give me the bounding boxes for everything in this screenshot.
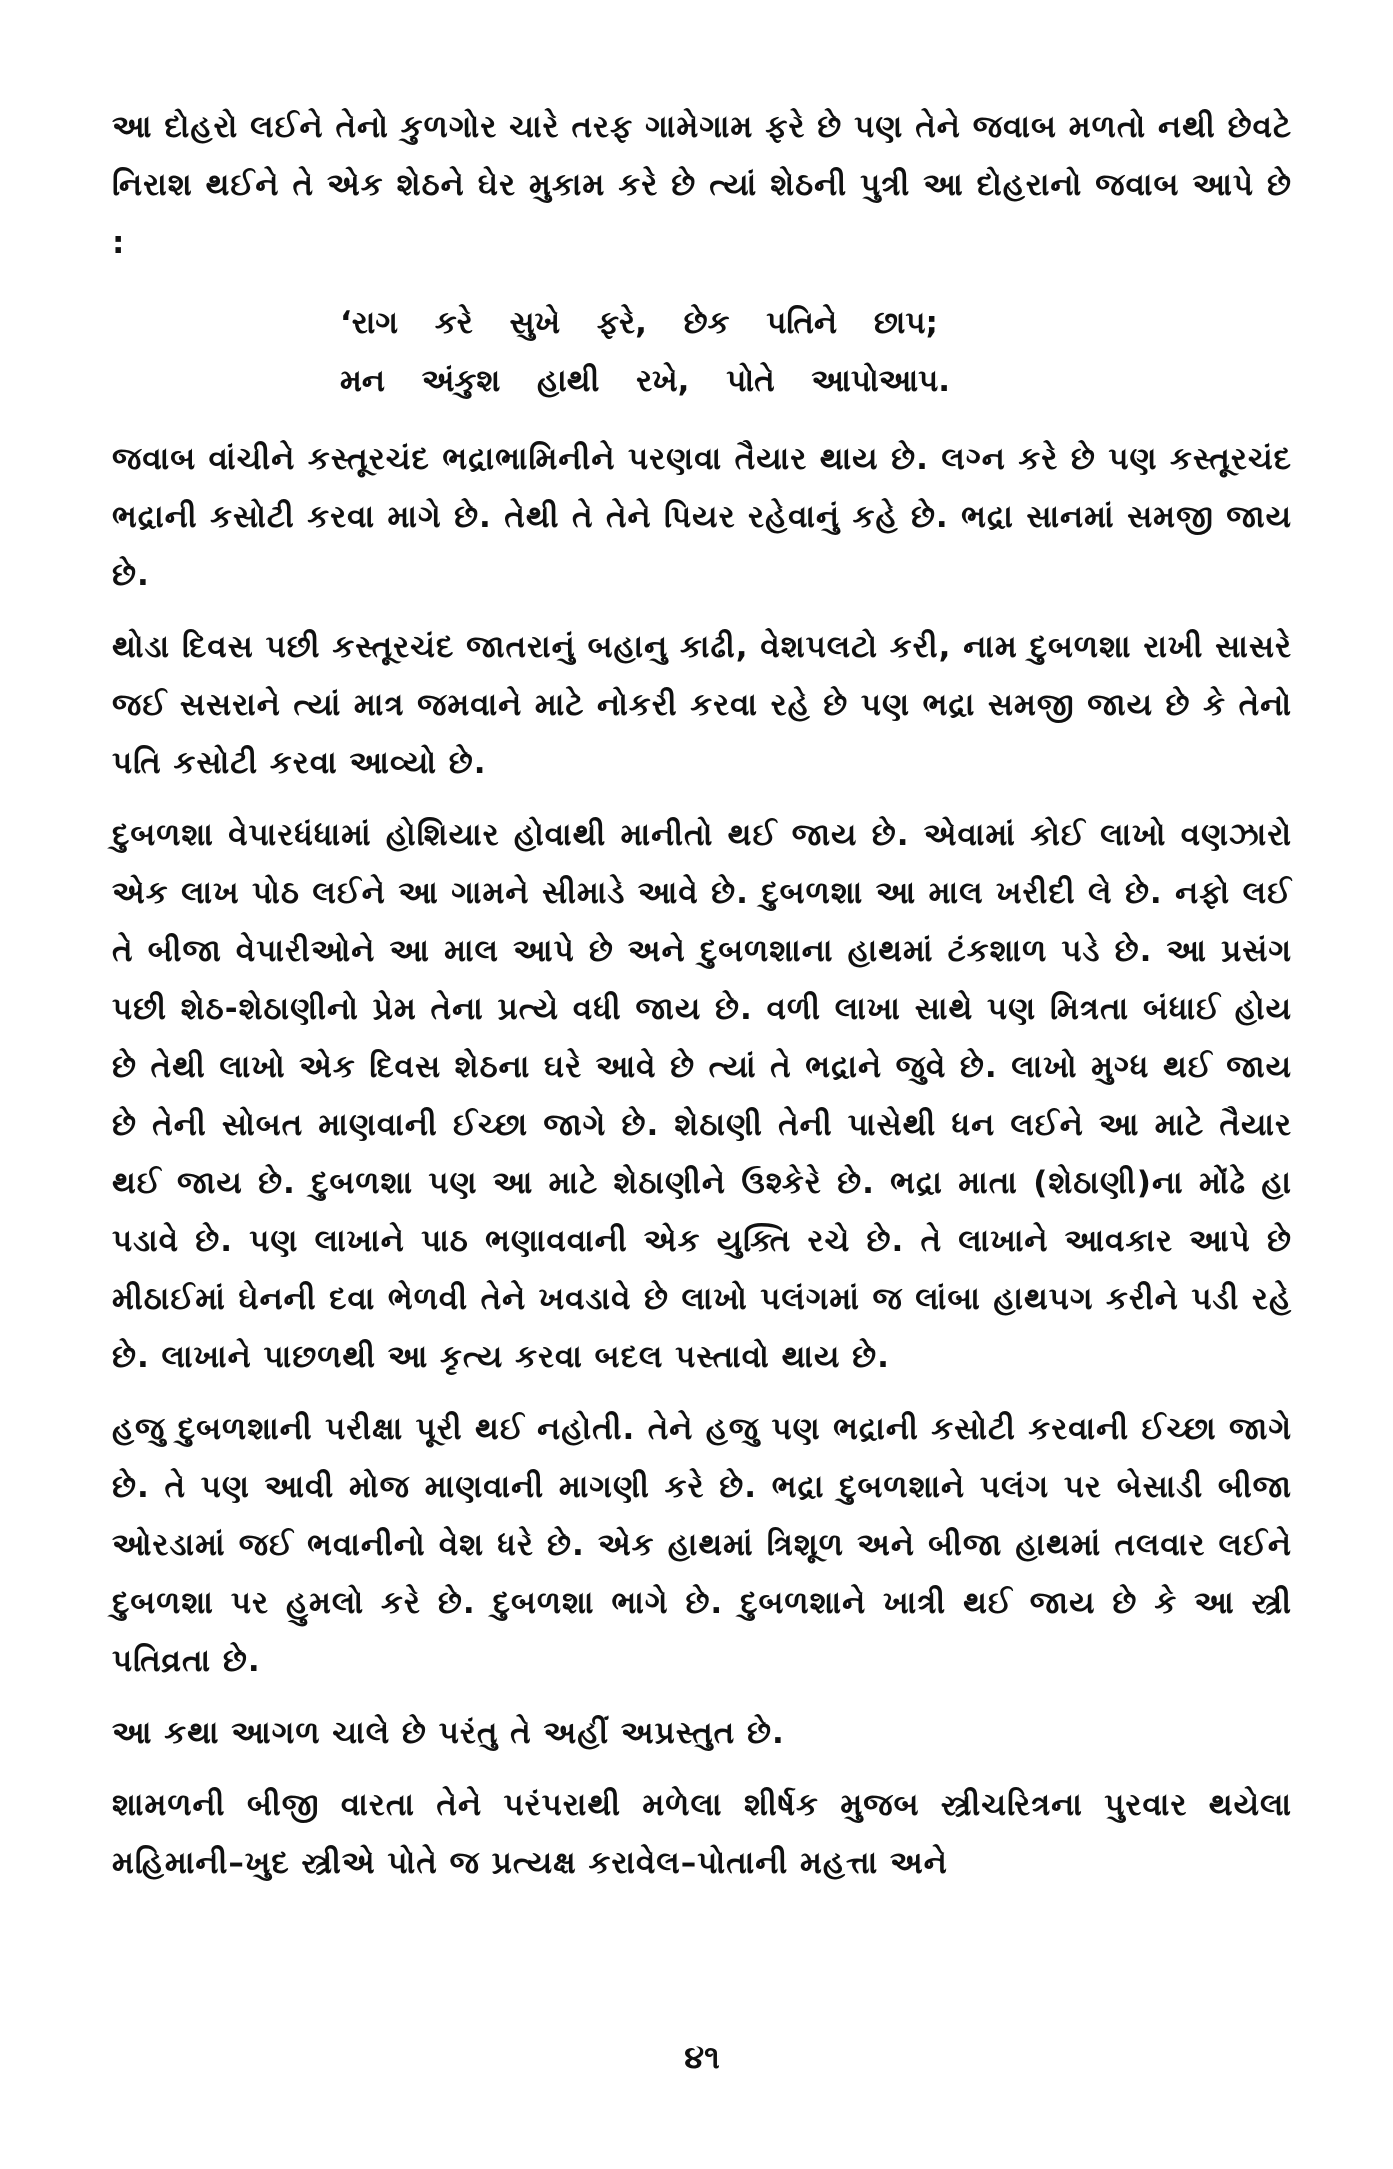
paragraph-dohro-search: આ દોહરો લઈને તેનો કુળગોર ચારે તરફ ગામેગામ ફરે છે પણ તેને જવાબ મળતો નથી છેવટે નિરાશ થઈને તે એક શેઠને ઘેર મુકામ કરે છે ત્યાં શેઠની પુત્રી આ દોહરાનો જવાબ આપે છે :	[112, 109, 1292, 261]
couplet-verse	[112, 294, 1292, 410]
paragraph-disguise: થોડા દિવસ પછી કસ્તૂરચંદ જાતરાનું બહાનુ કાઢી, વેશપલટો કરી, નામ દુબળશા રાખી સાસરે જઈ સસરાને ત્યાં માત્ર જમવાને માટે નોકરી કરવા રહે છે પણ ભદ્રા સમજી જાય છે કે તેનો પતિ કસોટી કરવા આવ્યો છે.	[112, 629, 1292, 781]
book-page	[112, 98, 1292, 2128]
paragraph-test-continues: હજુ દુબળશાની પરીક્ષા પૂરી થઈ નહોતી. તેને હજુ પણ ભદ્રાની કસોટી કરવાની ઈચ્છા જાગે છે. તે પણ આવી મોજ માણવાની માગણી કરે છે. ભદ્રા દુબળશાને પલંગ પર બેસાડી બીજા ઓરડામાં જઈ ભવાનીનો વેશ ધરે છે. એક હાથમાં ત્રિશૂળ અને બીજા હાથમાં તલવાર લઈને દુબળશા પર હુમલો કરે છે. દુબળશા ભાગે છે. દુબળશાને ખાત્રી થઈ જાય છે કે આ સ્ત્રી પતિવ્રતા છે.	[112, 1411, 1293, 1679]
page-number: ૪૧	[684, 2038, 720, 2076]
paragraph-story-aside: આ કથા આગળ ચાલે છે પરંતુ તે અહીં અપ્રસ્તુત છે.	[112, 1715, 785, 1751]
verse-line-2: મન અંકુશ હાથી રખે, પોતે આપોઆપ.	[340, 363, 951, 399]
paragraph-lakho-story: દુબળશા વેપારધંધામાં હોશિયાર હોવાથી માનીતો થઈ જાય છે. એવામાં કોઈ લાખો વણઝારો એક લાખ પોઠ લઈને આ ગામને સીમાડે આવે છે. દુબળશા આ માલ ખરીદી લે છે. નફો લઈ તે બીજા વેપારીઓને આ માલ આપે છે અને દુબળશાના હાથમાં ટંકશાળ પડે છે. આ પ્રસંગ પછી શેઠ-શેઠાણીનો પ્રેમ તેના પ્રત્યે વધી જાય છે. વળી લાખા સાથે પણ મિત્રતા બંધાઈ હોય છે તેથી લાખો એક દિવસ શેઠના ઘરે આવે છે ત્યાં તે ભદ્રાને જુવે છે. લાખો મુગ્ધ થઈ જાય છે તેની સોબત માણવાની ઈચ્છા જાગે છે. શેઠાણી તેની પાસેથી ધન લઈને આ માટે તૈયાર થઈ જાય છે. દુબળશા પણ આ માટે શેઠાણીને ઉશ્કેરે છે. ભદ્રા માતા (શેઠાણી)ના મોંઢે હા પડાવે છે. પણ લાખાને પાઠ ભણાવવાની એક યુક્તિ રચે છે. તે લાખાને આવકાર આપે છે મીઠાઈમાં ઘેનની દવા ભેળવી તેને ખવડાવે છે લાખો પલંગમાં જ લાંબા હાથપગ કરીને પડી રહે છે. લાખાને પાછળથી આ કૃત્ય કરવા બદલ પસ્તાવો થાય છે.	[112, 817, 1292, 1375]
paragraph-marriage: જવાબ વાંચીને કસ્તૂરચંદ ભદ્રાભામિનીને પરણવા તૈયાર થાય છે. લગ્ન કરે છે પણ કસ્તૂરચંદ ભદ્રાની કસોટી કરવા માગે છે. તેથી તે તેને પિયર રહેવાનું કહે છે. ભદ્રા સાનમાં સમજી જાય છે.	[112, 441, 1292, 593]
verse-line-1: ‘રાગ કરે સુખે ફરે, છેક પતિને છાપ;	[340, 305, 938, 341]
paragraph-second-tale: શામળની બીજી વારતા તેને પરંપરાથી મળેલા શીર્ષક મુજબ સ્ત્રીચરિત્રના પુરવાર થયેલા મહિમાની–ખુદ સ્ત્રીએ પોતે જ પ્રત્યક્ષ કરાવેલ–પોતાની મહત્તા અને	[112, 1787, 1292, 1881]
